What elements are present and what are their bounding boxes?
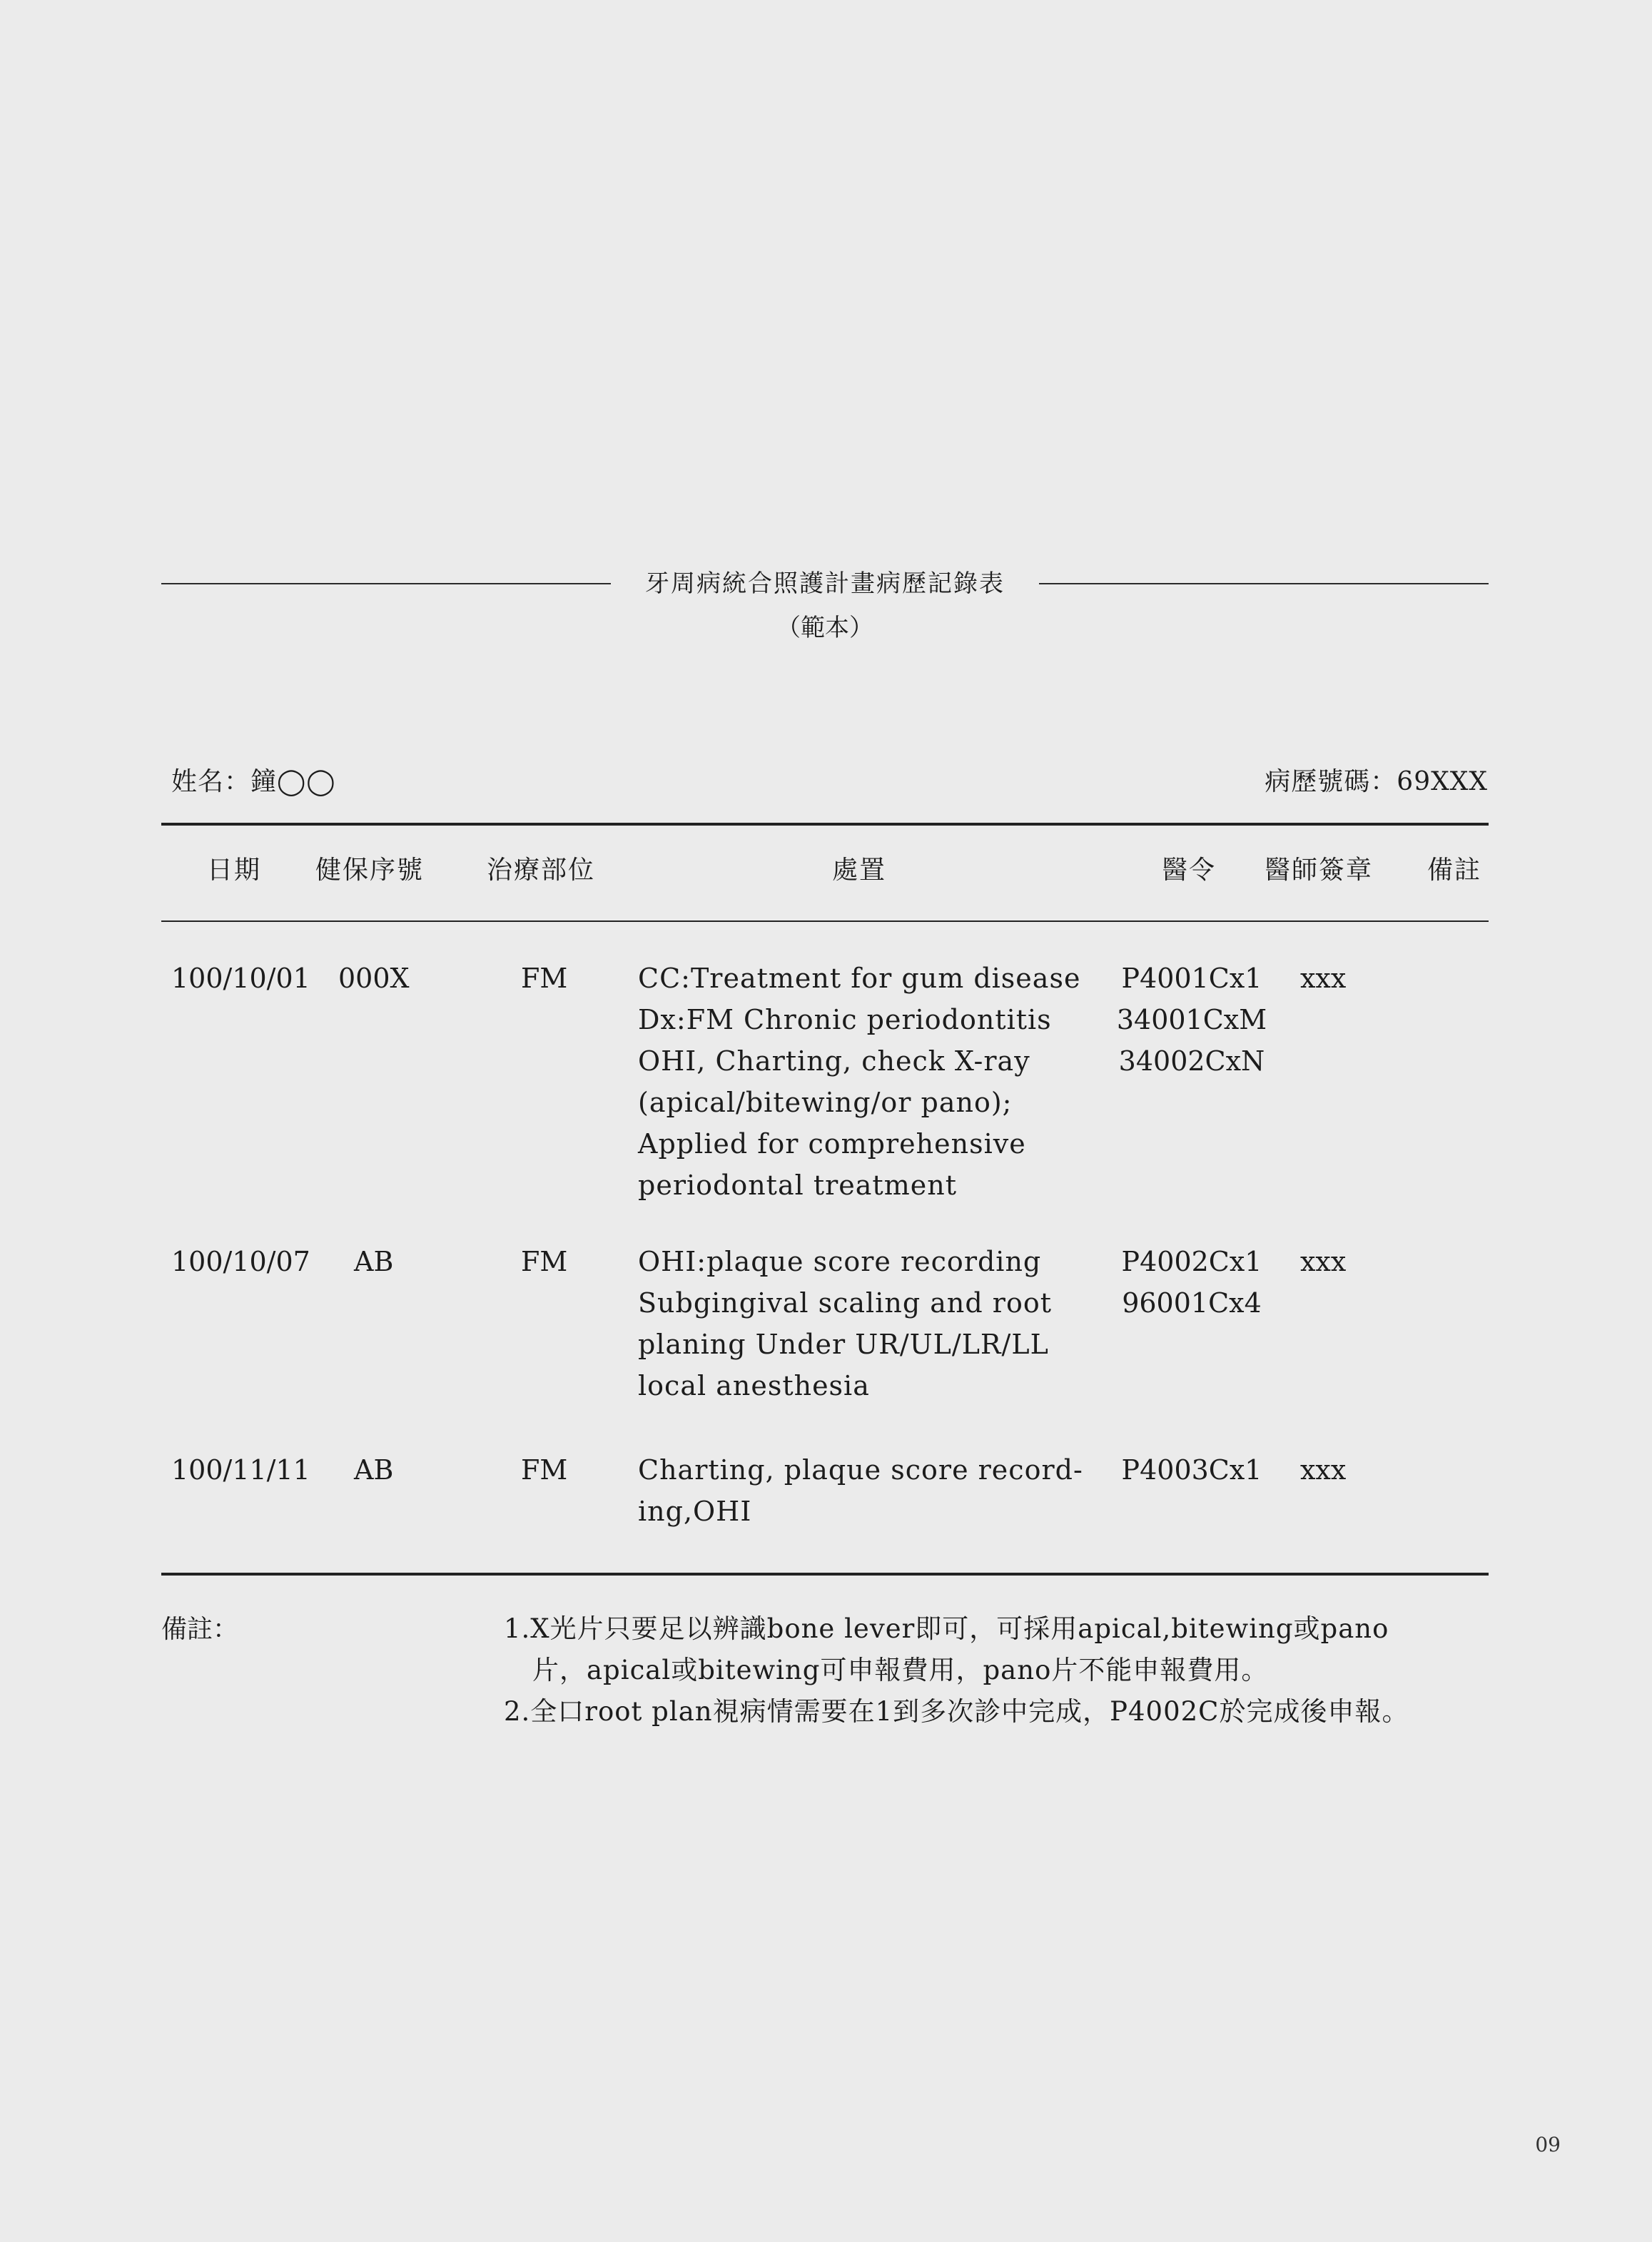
cell-signature: xxx — [1300, 1246, 1347, 1277]
note-line: 1.X光片只要足以辨識bone lever即可，可採用apical,bitewing或pano — [504, 1613, 1389, 1644]
order-code: 34001CxM — [1116, 1004, 1267, 1035]
record-number: 病歷號碼：69XXX — [1265, 767, 1488, 796]
procedure-line: OHI:plaque score recording — [638, 1246, 1042, 1277]
col-header-date: 日期 — [207, 856, 262, 885]
cell-orders — [1106, 1241, 1277, 1324]
procedure-line: Charting, plaque score record- — [638, 1454, 1083, 1486]
cell-date: 100/10/01 — [171, 963, 310, 994]
title-rule-left — [161, 583, 611, 584]
cell-signature: xxx — [1300, 963, 1347, 994]
order-code: 96001Cx4 — [1122, 1287, 1262, 1319]
procedure-line: OHI, Charting, check X-ray — [638, 1045, 1030, 1077]
cell-serial: AB — [354, 1246, 394, 1277]
cell-orders — [1106, 1449, 1277, 1491]
notes-label: 備註： — [161, 1615, 239, 1644]
table-top-rule — [161, 823, 1489, 826]
order-code: 34002CxN — [1118, 1045, 1265, 1077]
note-line: 2.全口root plan視病情需要在1到多次診中完成，P4002C於完成後申報。 — [504, 1696, 1409, 1727]
cell-serial: 000X — [338, 963, 410, 994]
cell-procedure — [638, 1449, 1123, 1532]
procedure-line: CC:Treatment for gum disease — [638, 963, 1081, 994]
col-header-orders: 醫令 — [1162, 856, 1217, 885]
table-bottom-rule — [161, 1573, 1489, 1576]
procedure-line: Subgingival scaling and root — [638, 1287, 1052, 1319]
order-code: P4001Cx1 — [1121, 963, 1262, 994]
cell-site: FM — [521, 1454, 568, 1486]
title-rule-right — [1039, 583, 1489, 584]
cell-procedure — [638, 1241, 1123, 1406]
patient-name: 姓名：鐘◯◯ — [171, 767, 336, 796]
procedure-line: (apical/bitewing/or pano); — [638, 1087, 1013, 1118]
document-subtitle: （範本） — [776, 614, 873, 642]
procedure-line: periodontal treatment — [638, 1170, 957, 1201]
procedure-line: Applied for comprehensive — [638, 1128, 1026, 1160]
cell-serial: AB — [354, 1454, 394, 1486]
col-header-procedure: 處置 — [832, 856, 887, 885]
order-code: P4003Cx1 — [1121, 1454, 1262, 1486]
cell-site: FM — [521, 963, 568, 994]
order-code: P4002Cx1 — [1121, 1246, 1262, 1277]
col-header-remark: 備註 — [1427, 856, 1482, 885]
cell-site: FM — [521, 1246, 568, 1277]
col-header-signature: 醫師簽章 — [1265, 856, 1374, 885]
procedure-line: planing Under UR/UL/LR/LL — [638, 1329, 1049, 1360]
cell-date: 100/10/07 — [171, 1246, 310, 1277]
document-title: 牙周病統合照護計畫病歷記錄表 — [645, 569, 1005, 598]
col-header-site: 治療部位 — [487, 856, 596, 885]
table-header-rule — [161, 920, 1489, 922]
page-number: 09 — [1535, 2133, 1561, 2156]
cell-orders — [1106, 958, 1277, 1082]
procedure-line: local anesthesia — [638, 1370, 870, 1401]
cell-signature: xxx — [1300, 1454, 1347, 1486]
cell-date: 100/11/11 — [171, 1454, 310, 1486]
title-row — [161, 564, 1489, 604]
procedure-line: ing,OHI — [638, 1496, 752, 1527]
col-header-serial: 健保序號 — [315, 856, 425, 885]
note-line: 片，apical或bitewing可申報費用，pano片不能申報費用。 — [532, 1655, 1269, 1685]
cell-procedure — [638, 958, 1123, 1206]
notes-block — [504, 1608, 1496, 1733]
procedure-line: Dx:FM Chronic periodontitis — [638, 1004, 1052, 1035]
